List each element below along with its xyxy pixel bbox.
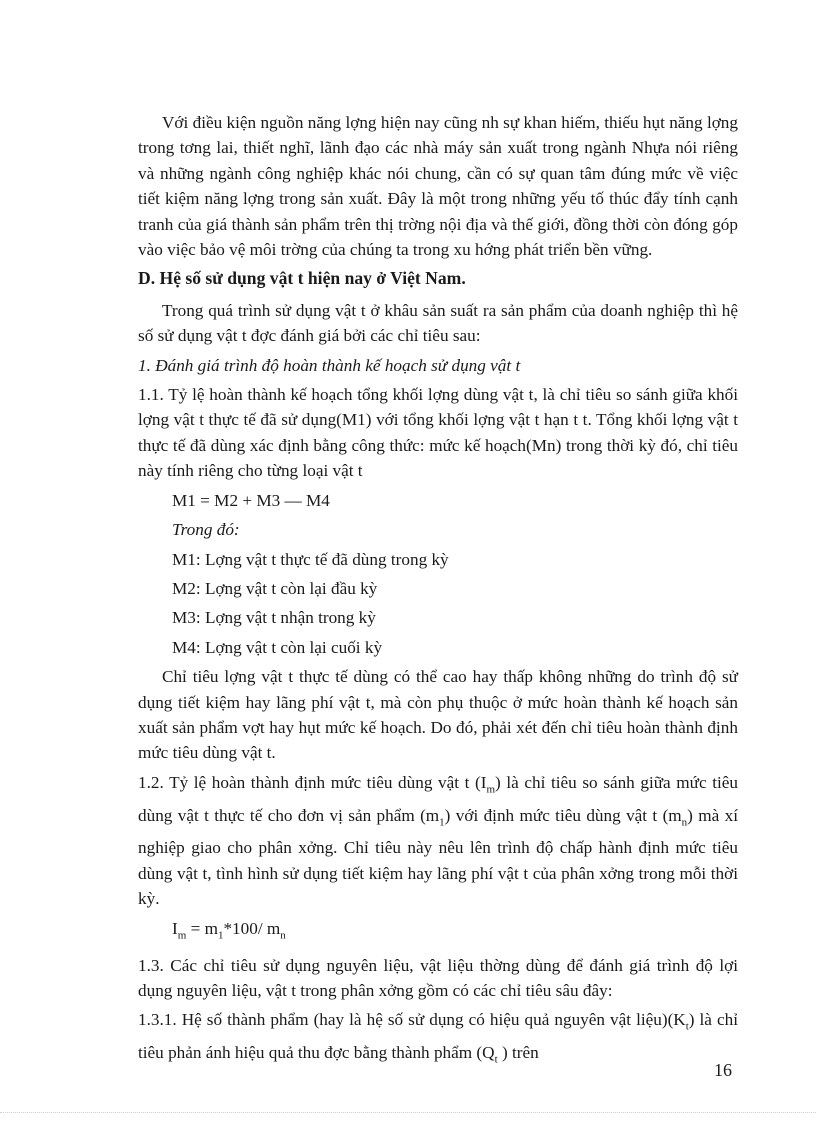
f2-sub-n: n <box>280 929 286 942</box>
p5-sub-1: 1 <box>439 816 445 829</box>
f2-sub-m: m <box>177 929 187 942</box>
paragraph-1-2 <box>138 770 738 912</box>
p5-sub-n: n <box>681 816 688 829</box>
subheading-1: 1. Đánh giá trình độ hoàn thành kế hoạch sử dụng vật t <box>138 355 521 375</box>
f2-text-a: I <box>172 918 178 938</box>
paragraph-1-3: 1.3. Các chỉ tiêu sử dụng nguyên liệu, vật liệu thờng dùng để đánh giá trình độ lợi dụng nguyên liệu, vật t trong phân xởng gồm có các chỉ tiêu sâu đây: <box>138 955 738 1000</box>
p7-sub-t2: t <box>494 1053 498 1066</box>
definition-m1: M1: Lợng vật t thực tế đã dùng trong kỳ <box>172 549 449 569</box>
trong-do-label: Trong đó: <box>172 520 240 540</box>
definition-m2: M2: Lợng vật t còn lại đầu kỳ <box>172 578 378 598</box>
page-content <box>138 110 738 1077</box>
p7-text-c: ) trên <box>497 1043 539 1063</box>
page-number: 16 <box>714 1060 732 1080</box>
p5-text-a: 1.2. Tỷ lệ hoàn thành định mức tiêu dùng vật t (I <box>138 772 487 792</box>
formula-im <box>172 916 738 949</box>
definition-m4: M4: Lợng vật t còn lại cuối kỳ <box>172 637 383 657</box>
p7-sub-t: t <box>685 1020 689 1033</box>
p5-text-b: ) là chỉ tiêu so sánh giữa mức tiêu dùng vật t thực tế cho đơn vị sản phẩm (m <box>138 772 738 825</box>
p5-sub-m: m <box>486 783 496 796</box>
p5-text-c: ) với định mức tiêu dùng vật t (m <box>444 805 682 825</box>
f2-sub-1: 1 <box>217 929 224 942</box>
paragraph-chi-tieu: Chỉ tiêu lợng vật t thực tế dùng có thể cao hay thấp không những do trình độ sử dụng tiết kiệm hay lãng phí vật t, mà còn phụ thuộc ở mức hoàn thành kế hoạch sản xuất sản phẩm vợt hay hụt mức kế hoạch. Do đó, phải xét đến chỉ tiêu hoàn thành định mức tiêu dùng vật t. <box>138 667 738 763</box>
p7-text-b: ) là chỉ tiêu phản ánh hiệu quả thu đợc bằng thành phẩm (Q <box>138 1010 738 1063</box>
p7-text-a: 1.3.1. Hệ số thành phẩm (hay là hệ số sử dụng có hiệu quả nguyên vật liệu)(K <box>138 1010 686 1030</box>
paragraph-1-1: 1.1. Tỷ lệ hoàn thành kế hoạch tổng khối lợng dùng vật t, là chỉ tiêu so sánh giữa khối lợng vật t thực tế đã sử dụng(M1) với tổng khối lợng vật t hạn t t. Tổng khối lợng vật t thực tế đã dùng xác định bằng công thức: mức kế hoạch(Mn) trong thời kỳ đó, chỉ tiêu này tính riêng cho từng loại vật t <box>138 385 738 481</box>
footer-divider <box>0 1112 816 1113</box>
paragraph-energy: Với điều kiện nguồn năng lợng hiện nay cũng nh sự khan hiếm, thiếu hụt năng lợng trong tơng lai, thiết nghĩ, lãnh đạo các nhà máy sản xuất trong ngành Nhựa nói riêng và những ngành công nghiệp khác nói chung, cần có sự quan tâm đúng mức về việc tiết kiệm năng lợng trong sản xuất. Đây là một trong những yếu tố thúc đẩy tính cạnh tranh của giá thành sản phẩm trên thị trờng nội địa và thế giới, đồng thời còn đóng góp vào việc bảo vệ môi trờng của chúng ta trong xu hớng phát triển bền vững. <box>138 113 738 260</box>
f2-text-c: *100/ m <box>223 918 281 938</box>
p5-text-d: ) mà xí nghiệp giao cho phân xởng. Chỉ tiêu này nêu lên trình độ chấp hành định mức tiêu dùng vật t, tình hình sử dụng tiết kiệm hay lãng phí vật t của phân xởng trong mỗi thời kỳ. <box>138 805 738 909</box>
formula-m1: M1 = M2 + M3 — M4 <box>172 490 330 510</box>
section-heading-d: D. Hệ số sử dụng vật t hiện nay ở Việt Nam. <box>138 268 466 289</box>
paragraph-1-3-1 <box>138 1007 738 1073</box>
f2-text-b: = m <box>186 918 218 938</box>
definition-m3: M3: Lợng vật t nhận trong kỳ <box>172 608 376 628</box>
paragraph-intro: Trong quá trình sử dụng vật t ở khâu sản suất ra sản phẩm của doanh nghiệp thì hệ số sử dụng vật t đợc đánh giá bởi các chỉ tiêu sau: <box>138 300 738 346</box>
